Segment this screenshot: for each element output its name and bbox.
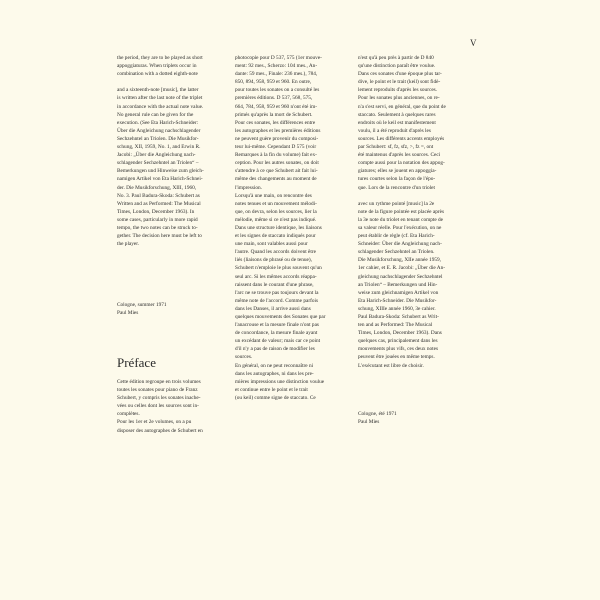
text-line: voulu, il a été reproduit d'après les (358, 127, 431, 134)
signature-author: Paul Mies (358, 419, 380, 426)
text-line: quelques cas, principalement dans les (358, 338, 438, 345)
text-line: 664, 784, 958, 959 et 960 n'ont été im- (235, 103, 318, 110)
page-number: V (470, 38, 477, 48)
text-line: un excédant de valeur; mais car ce point (235, 338, 321, 345)
text-line: Sechzehntel an Triolen. Die Musikfor- (117, 135, 199, 142)
signature-place-date: Cologne, été 1971 (358, 411, 397, 417)
text-line: tempo, the two notes can be struck to- (117, 224, 198, 231)
blank-line (358, 192, 476, 200)
text-line: gleichung nachschlagender Sechzehntel (358, 273, 443, 280)
text-line: Bemerkungen und Hinweise zum gleich- (117, 168, 204, 175)
text-line: ten and as Performed: The Musical (358, 322, 433, 329)
text-line: appoggiaturas. When triplets occur in (117, 63, 197, 70)
text-line: primés qu'après la mort de Schubert. (235, 111, 313, 118)
text-line: d'il n'y a pas de raison de modifier les (235, 346, 315, 353)
text-line: notes tenues et un mouvement mélodi- (235, 200, 317, 207)
english-signature (117, 301, 167, 317)
text-line: lement reproduits d'après les sources. (358, 87, 438, 94)
text-line: premières éditions. D 537, 568, 575, (235, 95, 313, 102)
text-line: dans les Danses, il arrive aussi dans (235, 305, 311, 312)
preface-heading: Préface (117, 355, 156, 370)
text-line: raissent dans le courant d'une phrase, (235, 281, 314, 288)
text-line: même note de l'accord. Comme parfois (235, 297, 319, 304)
text-line: disposer des autographes de Schubert en (117, 427, 203, 434)
text-line: Jacobi: „Über die Angleichung nach- (117, 152, 196, 159)
text-line: is written after the last note of the triplet (117, 95, 203, 102)
text-line: Lorsqu'à une main, on rencontre des (235, 192, 312, 199)
text-line: Schubert, y compris les sonates inache- (117, 395, 201, 402)
text-line: gether. The decision here must be left to (117, 233, 202, 240)
text-line: 1er cahier, et E. R. Jacobi: „Über die An- (358, 265, 446, 272)
text-line: in accordance with the actual note value. (117, 103, 204, 110)
french-text-column-2 (235, 54, 352, 402)
text-line: mières impressions une distinction voulue (235, 378, 325, 385)
text-line: weise zum gleichnamigen Artikel von (358, 289, 439, 296)
text-line: complètes. (117, 411, 140, 418)
text-line: sources. (235, 354, 253, 361)
french-signature (358, 410, 397, 426)
text-line: mélodie, même si ce n'est pas indiqué. (235, 216, 317, 223)
text-line: L'exécutant est libre de choisir. (358, 362, 424, 369)
text-line: ne peuvent guère provenir du composi- (235, 135, 319, 142)
text-line: n'a s'est servi, en général, que du point de (358, 103, 446, 110)
english-text-column (117, 54, 231, 248)
text-line: Dans une structure identique, les liaisons (235, 224, 322, 231)
text-line: Pour les 1er et 2e volumes, on a pu (117, 419, 192, 426)
text-line: quelques mouvements des Sonates que par (235, 314, 326, 320)
text-line: schung, XIIIe année 1960, 3e cahier. (358, 305, 436, 312)
text-line: dive, le point et le trait (keil) sont fidè- (358, 79, 441, 86)
text-line: liés (liaisons de phrasé ou de tenue), (235, 257, 312, 264)
text-line: que, on devra, selon les sources, lier la (235, 208, 317, 215)
text-line: et continue entre le point et le trait (235, 386, 308, 393)
text-line: Remarques à la fin du volume) fait ex- (235, 152, 317, 159)
text-line: some cases, particularly in more rapid (117, 216, 198, 223)
text-line: endroits où le keil est manifestement (358, 119, 436, 126)
text-line: (ou keil) comme signe de staccato. Ce (235, 394, 316, 401)
text-line: photocopie pour D 537, 575 (1er mouve- (235, 55, 322, 61)
signature-place-date: Cologne, summer 1971 (117, 302, 167, 308)
french-text-column-3 (358, 54, 476, 370)
text-line: et les signes de staccato indiqués pour (235, 233, 316, 240)
text-line: s'attendre à ce que Schubert ait fait lui- (235, 168, 318, 175)
text-line: que. Lors de la rencontre d'un triolet (358, 184, 435, 191)
text-line: Pour les sonates plus anciennes, on re- (358, 95, 440, 102)
text-line: été maintenus d'après les sources. Ceci (358, 152, 441, 159)
text-line: No general rule can be given for the (117, 111, 194, 118)
text-line: les autographes et les premières éditions (235, 127, 321, 134)
text-line: tures courtes selon la façon de l'épo- (358, 176, 436, 183)
text-line: and a sixteenth-note [music], the latter (117, 87, 199, 94)
text-line: Written and as Performed: The Musical (117, 200, 201, 207)
text-line: une main, sont valables aussi pour (235, 241, 308, 248)
text-line: sources. Les différents accents employés (358, 135, 445, 142)
text-line: schung, XII, 1959, No. 1, and Erwin R. (117, 144, 201, 151)
text-line: staccato. Seulement à quelques rares (358, 111, 436, 118)
text-line: execution. (See Eta Harich-Schneider: (117, 119, 199, 126)
text-line: sa valeur réelle. Pour l'exécution, on ne (358, 224, 442, 231)
text-line: Dans ces sonates d'une époque plus tar- (358, 71, 442, 78)
text-line: No. 3. Paul Badura-Skoda: Schubert as (117, 192, 200, 199)
text-line: mouvements plus vifs, ces deux notes (358, 346, 439, 353)
text-line: qu'une distinction paraît être voulue. (358, 63, 436, 70)
text-line: Schubert n'emploie le plus souvent qu'un (235, 265, 322, 272)
text-line: Paul Badura-Skoda: Schubert as Writ- (358, 314, 439, 320)
text-line: Times, London, December 1963). Dans (358, 330, 442, 337)
text-line: Schneider: Über die Angleichung nach- (358, 241, 442, 248)
text-line: note de la figure pointée est placée après (358, 208, 445, 215)
text-line: ment: 92 mes., Scherzo: 104 mes., An- (235, 63, 318, 70)
text-line: pour toutes les sonates on a consulté les (235, 87, 320, 94)
text-line: Die Musikforschung, XIIe année 1959, (358, 257, 441, 264)
text-line: dante: 59 mes., Finale: 236 mes.), 784, (235, 71, 318, 78)
text-line: avec un rythme pointé [music] la 2e (358, 200, 435, 207)
blank-line (117, 78, 231, 86)
text-line: an Triolen“ – Bemerkungen und Hin- (358, 281, 438, 288)
text-line: schlagender Sechzehntel an Triolen. (358, 249, 435, 256)
text-line: schlagender Sechzehntel an Triolen“ – (117, 160, 199, 167)
text-line: toutes les sonates pour piano de Franz (117, 387, 198, 394)
text-line: combination with a dotted eighth-note (117, 71, 198, 78)
text-line: Times, London, December 1963). In (117, 208, 195, 215)
text-line: 850, 894, 958, 959 et 960. En outre, (235, 79, 312, 86)
text-line: par Schubert: sf, fz, sfz, >, fz =, ont (358, 144, 434, 151)
text-line: Pour ces sonates, les différences entre (235, 119, 316, 126)
text-line: giatures; elles se jouent en appoggia- (358, 168, 437, 175)
text-line: ception. Pour les autres sonates, on doit (235, 160, 319, 167)
text-line: dans les autographes, ni dans les pre- (235, 370, 314, 377)
french-text-column-1 (117, 378, 231, 435)
text-line: Eta Harich-Schneider. Die Musikfor- (358, 297, 437, 304)
text-line: the player. (117, 241, 140, 248)
text-line: n'est qu'à peu près à partir de D 840 (358, 55, 434, 61)
text-line: compte aussi pour la notation des appog- (358, 160, 445, 167)
text-line: En général, on ne peut reconnaître ni (235, 362, 314, 369)
text-line: teur lui-même. Cependant D 575 (voir (235, 144, 317, 151)
text-line: seul arc. Si les mêmes accords réappa- (235, 273, 317, 280)
text-line: l'anacrouse et la mesure finale n'ont pas (235, 322, 319, 329)
text-line: vées ou celles dont les sources sont in- (117, 403, 199, 410)
text-line: l'impression. (235, 184, 262, 191)
text-line: même des changements au moment de (235, 176, 317, 183)
text-line: peuvent être jouées en même temps. (358, 354, 435, 361)
text-line: peut établir de règle (cf. Eta Harich- (358, 233, 435, 240)
text-line: the period, they are to be played as short (117, 55, 203, 61)
text-line: de concordance, la mesure finale ayant (235, 330, 318, 337)
text-line: l'arc ne se trouve pas toujours devant la (235, 289, 319, 296)
text-line: der. Die Musikforschung, XIII, 1960, (117, 184, 197, 191)
text-line: la 3e note du triolet en tenant compte de (358, 216, 444, 223)
signature-author: Paul Mies (117, 310, 139, 317)
text-line: Cette édition regroupe en trois volumes (117, 379, 201, 385)
text-line: Über die Angleichung nachschlagender (117, 127, 201, 134)
text-line: l'autre. Quand les accords doivent être (235, 249, 316, 256)
text-line: namigen Artikel von Eta Harich-Schnei- (117, 176, 203, 183)
